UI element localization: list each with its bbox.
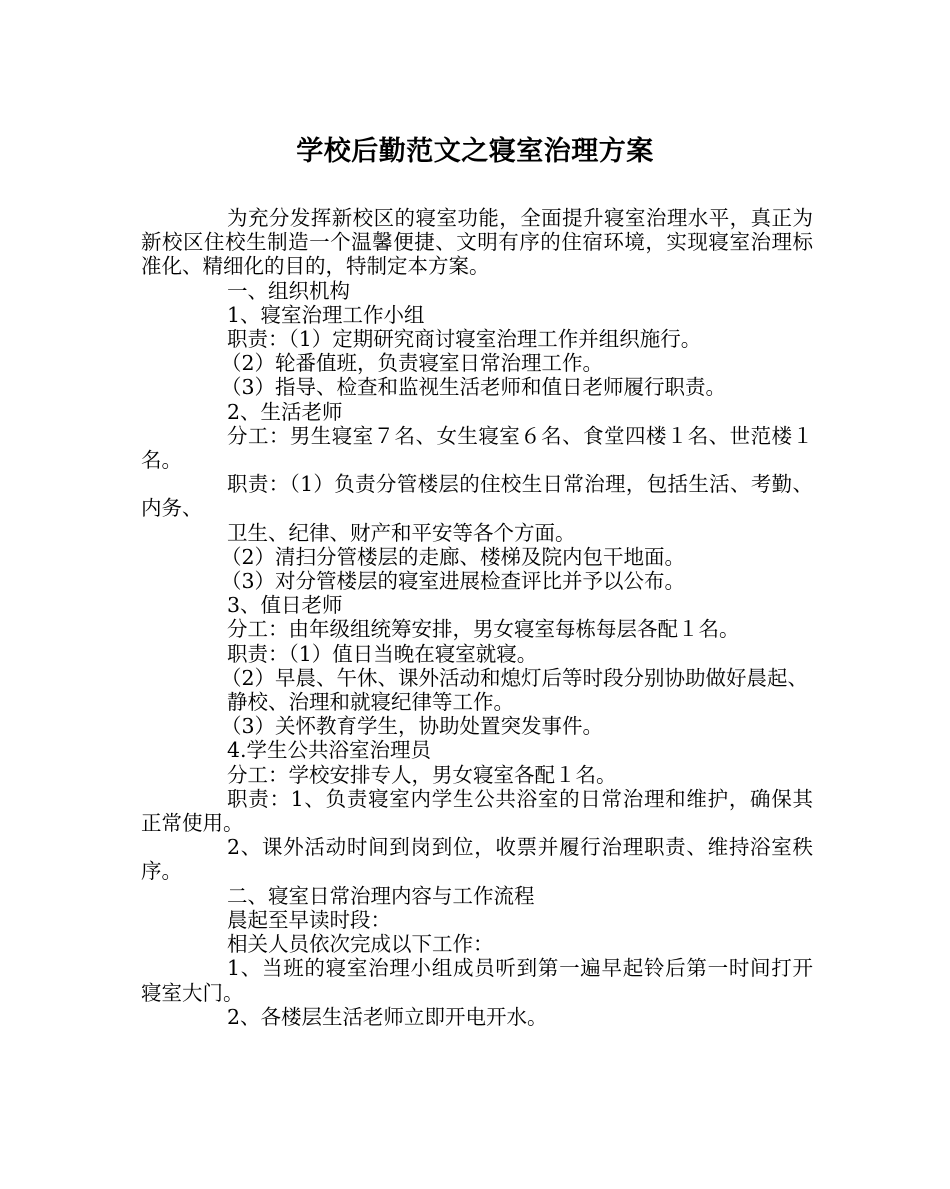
paragraph-line: 卫生、纪律、财产和平安等各个方面。	[227, 520, 576, 545]
heading-organization: 一、组织机构	[227, 278, 350, 303]
paragraph-line: 晨起至早读时段：	[227, 907, 391, 932]
paragraph-line: 分工：由年级组统筹安排，男女寝室每栋每层各配１名。	[227, 617, 740, 642]
paragraph-line: 职责：1、负责寝室内学生公共浴室的日常治理和维护，确保其正常使用。	[141, 786, 813, 836]
paragraph-line: 分工：学校安排专人，男女寝室各配１名。	[227, 762, 617, 787]
paragraph-line: 职责：（1）定期研究商讨寝室治理工作并组织施行。	[227, 327, 702, 352]
paragraph-line: （3）关怀教育学生，协助处置突发事件。	[221, 714, 604, 739]
heading-life-teacher: 2、生活老师	[227, 399, 343, 424]
paragraph-line: 分工：男生寝室７名、女生寝室６名、食堂四楼１名、世范楼１名。	[141, 423, 813, 473]
paragraph-line: （2）清扫分管楼层的走廊、楼梯及院内包干地面。	[221, 544, 686, 569]
paragraph-line: 1、当班的寝室治理小组成员听到第一遍早起铃后第一时间打开寝室大门。	[141, 956, 813, 1005]
paragraph-line: （2）轮番值班，负责寝室日常治理工作。	[221, 351, 604, 376]
document-title: 学校后勤范文之寝室治理方案	[296, 136, 654, 167]
document-body	[141, 206, 813, 1029]
paragraph-line: 静校、治理和就寝纪律等工作。	[227, 690, 514, 715]
paragraph-line: 2、各楼层生活老师立即开电开水。	[227, 1004, 548, 1029]
paragraph-line: 职责：（1）负责分管楼层的住校生日常治理，包括生活、考勤、内务、	[141, 472, 813, 521]
paragraph-line: （3）对分管楼层的寝室进展检查评比并予以公布。	[221, 569, 686, 594]
paragraph-line: （2）早晨、午休、课外活动和熄灯后等时段分别协助做好晨起、	[221, 665, 809, 690]
paragraph-line: （3）指导、检查和监视生活老师和值日老师履行职责。	[221, 375, 727, 400]
paragraph-line: 2、课外活动时间到岗到位，收票并履行治理职责、维持浴室秩序。	[141, 835, 813, 884]
heading-daily-management: 二、寝室日常治理内容与工作流程	[227, 883, 535, 908]
paragraph-intro: 为充分发挥新校区的寝室功能，全面提升寝室治理水平，真正为新校区住校生制造一个温馨便捷、文明有序的住宿环境，实现寝室治理标准化、精细化的目的，特制定本方案。	[141, 206, 813, 279]
heading-duty-teacher: 3、值日老师	[227, 593, 343, 618]
heading-work-group: 1、寝室治理工作小组	[227, 302, 425, 327]
paragraph-line: 职责：（1）值日当晚在寝室就寝。	[227, 641, 538, 666]
heading-bathroom-manager: 4.学生公共浴室治理员	[227, 738, 432, 763]
paragraph-line: 相关人员依次完成以下工作：	[227, 932, 494, 957]
